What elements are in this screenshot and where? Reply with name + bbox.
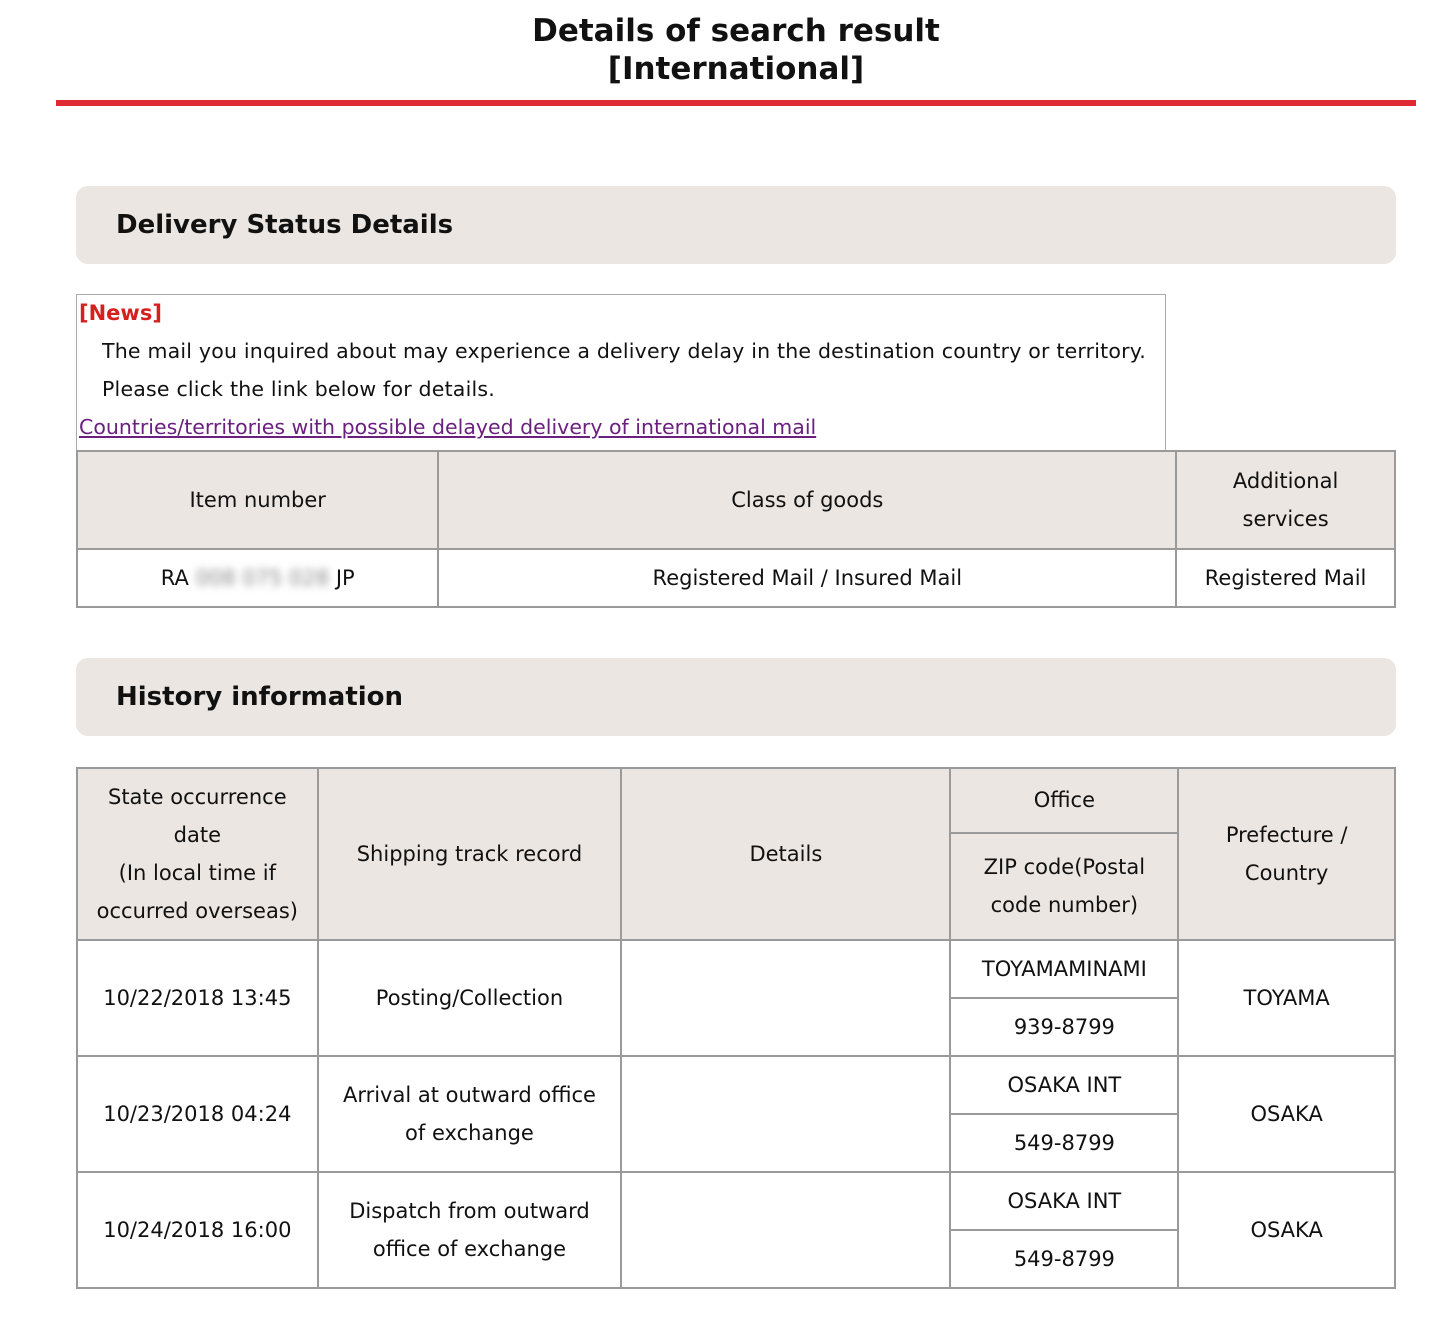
page-title-line2: [International] [607, 51, 865, 87]
additional-services-cell: Registered Mail [1176, 549, 1395, 607]
item-number-redacted: 008 075 028 [195, 566, 330, 590]
history-header [76, 658, 1396, 736]
news-message-line1: The mail you inquired about may experience a delivery delay in the destination country or territory. [102, 339, 1146, 363]
history-details-cell [621, 1056, 950, 1172]
news-box [76, 294, 1166, 450]
history-row [77, 940, 1395, 998]
history-table [76, 767, 1396, 1289]
history-track-line1: Dispatch from outward [349, 1199, 590, 1223]
history-zip-cell: 939-8799 [950, 998, 1178, 1056]
item-info-header-row [77, 451, 1395, 549]
history-zip-cell: 549-8799 [950, 1114, 1178, 1172]
details-header-label: Details [749, 842, 823, 866]
item-info-table [76, 450, 1396, 608]
prefecture-header-line1: Prefecture / [1225, 823, 1348, 847]
additional-services-header [1176, 451, 1395, 549]
page-title [0, 12, 1456, 88]
history-date-cell: 10/22/2018 13:45 [77, 940, 318, 1056]
details-header [621, 768, 950, 940]
delivery-status-header [76, 186, 1396, 264]
history-prefecture-cell: OSAKA [1178, 1056, 1395, 1172]
history-office-cell: OSAKA INT [950, 1172, 1178, 1230]
news-tag: [News] [79, 301, 162, 325]
class-of-goods-cell: Registered Mail / Insured Mail [438, 549, 1176, 607]
date-header-line3: (In local time if [118, 861, 276, 885]
history-track-line1: Posting/Collection [375, 986, 564, 1010]
class-of-goods-header [438, 451, 1176, 549]
item-number-prefix: RA [160, 566, 189, 590]
history-track-cell [318, 940, 622, 1056]
history-track-cell [318, 1172, 622, 1288]
history-title: History information [116, 682, 404, 712]
history-track-line2: office of exchange [372, 1237, 567, 1261]
delivery-status-title: Delivery Status Details [116, 210, 454, 240]
office-header-label: Office [1033, 788, 1096, 813]
item-number-header-label: Item number [189, 488, 326, 512]
date-header-line4: occurred overseas) [96, 899, 298, 923]
class-of-goods-header-label: Class of goods [731, 488, 884, 512]
zip-header-line2: code number) [990, 893, 1139, 918]
history-date-cell: 10/24/2018 16:00 [77, 1172, 318, 1288]
title-divider [56, 100, 1416, 106]
history-track-cell [318, 1056, 622, 1172]
item-number-header [77, 451, 438, 549]
history-prefecture-cell: TOYAMA [1178, 940, 1395, 1056]
history-prefecture-cell: OSAKA [1178, 1172, 1395, 1288]
date-header [77, 768, 318, 940]
date-header-line2: date [173, 823, 221, 847]
history-row [77, 1172, 1395, 1230]
office-header [950, 768, 1178, 833]
history-office-cell: TOYAMAMINAMI [950, 940, 1178, 998]
history-track-line2: of exchange [405, 1121, 534, 1145]
prefecture-header-line2: Country [1244, 861, 1329, 885]
page-title-line1: Details of search result [532, 13, 940, 49]
additional-services-header-line2: services [1242, 507, 1329, 531]
history-date-cell: 10/23/2018 04:24 [77, 1056, 318, 1172]
item-number-suffix: JP [335, 566, 355, 590]
history-details-cell [621, 1172, 950, 1288]
date-header-line1: State occurrence [107, 785, 287, 809]
item-number-cell [77, 549, 438, 607]
item-info-row [77, 549, 1395, 607]
history-header-row-top [77, 768, 1395, 833]
delayed-countries-link[interactable]: Countries/territories with possible delayed delivery of international mail [79, 415, 817, 439]
prefecture-header [1178, 768, 1395, 940]
history-row [77, 1056, 1395, 1114]
zip-header-line1: ZIP code(Postal [983, 855, 1146, 880]
additional-services-header-line1: Additional [1232, 469, 1339, 493]
track-record-header-label: Shipping track record [356, 842, 583, 866]
history-track-line1: Arrival at outward office [342, 1083, 596, 1107]
history-office-cell: OSAKA INT [950, 1056, 1178, 1114]
track-record-header [318, 768, 622, 940]
history-zip-cell: 549-8799 [950, 1230, 1178, 1288]
news-message-line2: Please click the link below for details. [102, 377, 495, 401]
history-details-cell [621, 940, 950, 1056]
zip-header [950, 833, 1178, 940]
